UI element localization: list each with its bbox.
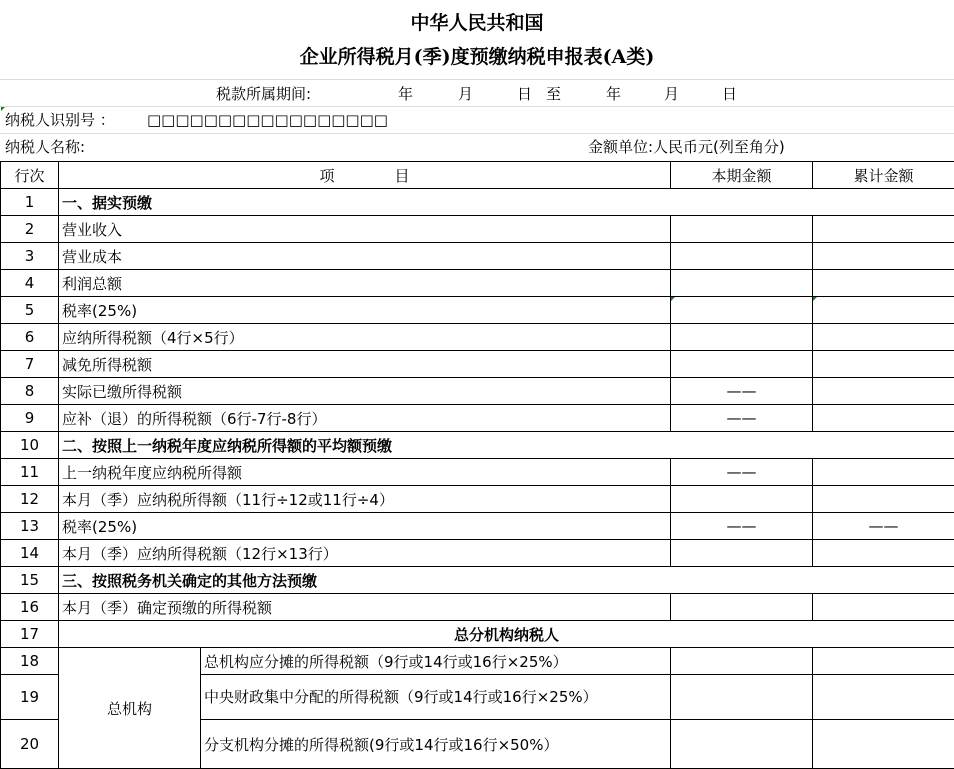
current-amount-cell[interactable] bbox=[671, 648, 813, 675]
table-row bbox=[1, 486, 954, 513]
cell-note-marker bbox=[813, 297, 817, 301]
row-number: 16 bbox=[1, 594, 59, 621]
cumulative-amount-cell[interactable] bbox=[813, 378, 954, 405]
current-amount-cell[interactable] bbox=[671, 297, 813, 324]
gridline bbox=[0, 106, 954, 107]
row-item: 税率(25%) bbox=[59, 297, 671, 324]
cumulative-amount-cell: —— bbox=[813, 513, 954, 540]
table-row bbox=[1, 243, 954, 270]
cumulative-amount-cell[interactable] bbox=[813, 324, 954, 351]
table-row bbox=[1, 189, 954, 216]
section-heading: 三、按照税务机关确定的其他方法预缴 bbox=[59, 567, 954, 594]
row-number: 4 bbox=[1, 270, 59, 297]
current-amount-cell: —— bbox=[671, 513, 813, 540]
table-header-row bbox=[1, 162, 954, 189]
table-row bbox=[1, 594, 954, 621]
cumulative-amount-cell[interactable] bbox=[813, 270, 954, 297]
cumulative-amount-cell[interactable] bbox=[813, 351, 954, 378]
table-row bbox=[1, 378, 954, 405]
cumulative-amount-cell[interactable] bbox=[813, 540, 954, 567]
period-start-month[interactable]: 月 bbox=[458, 82, 473, 106]
row-item: 营业收入 bbox=[59, 216, 671, 243]
amount-unit-label: 金额单位:人民币元(列至角分) bbox=[588, 135, 785, 159]
section-heading: 二、按照上一纳税年度应纳税所得额的平均额预缴 bbox=[59, 432, 954, 459]
row-item: 上一纳税年度应纳税所得额 bbox=[59, 459, 671, 486]
cell-note-marker bbox=[671, 297, 675, 301]
row-number: 15 bbox=[1, 567, 59, 594]
row-number: 7 bbox=[1, 351, 59, 378]
row-item: 中央财政集中分配的所得税额（9行或14行或16行×25%） bbox=[201, 675, 671, 720]
cumulative-amount-cell[interactable] bbox=[813, 405, 954, 432]
table-row bbox=[1, 513, 954, 540]
row-number: 11 bbox=[1, 459, 59, 486]
current-amount-cell[interactable] bbox=[671, 720, 813, 769]
row-number: 14 bbox=[1, 540, 59, 567]
table-row bbox=[1, 297, 954, 324]
table-row bbox=[1, 405, 954, 432]
cumulative-amount-cell[interactable] bbox=[813, 594, 954, 621]
row-number: 13 bbox=[1, 513, 59, 540]
section-heading: 总分机构纳税人 bbox=[59, 621, 954, 648]
current-amount-cell[interactable] bbox=[671, 540, 813, 567]
period-label: 税款所属期间: bbox=[216, 82, 311, 106]
row-number: 2 bbox=[1, 216, 59, 243]
table-row bbox=[1, 459, 954, 486]
header-cumulative-amount: 累计金额 bbox=[813, 162, 954, 189]
declaration-table bbox=[0, 161, 954, 769]
table-row bbox=[1, 621, 954, 648]
row-number: 10 bbox=[1, 432, 59, 459]
period-end-day[interactable]: 日 bbox=[722, 82, 737, 106]
gridline bbox=[0, 133, 954, 134]
current-amount-cell: —— bbox=[671, 459, 813, 486]
table-row bbox=[1, 540, 954, 567]
current-amount-cell[interactable] bbox=[671, 216, 813, 243]
row-item: 利润总额 bbox=[59, 270, 671, 297]
period-to: 至 bbox=[546, 82, 561, 106]
current-amount-cell[interactable] bbox=[671, 324, 813, 351]
table-row bbox=[1, 351, 954, 378]
row-number: 3 bbox=[1, 243, 59, 270]
taxpayer-id-label: 纳税人识别号 ： bbox=[5, 108, 115, 132]
section-heading: 一、据实预缴 bbox=[59, 189, 954, 216]
row-number: 19 bbox=[1, 675, 59, 720]
row-item: 税率(25%) bbox=[59, 513, 671, 540]
current-amount-cell[interactable] bbox=[671, 675, 813, 720]
header-row-no: 行次 bbox=[1, 162, 59, 189]
row-item: 本月（季）应纳所得税额（12行×13行） bbox=[59, 540, 671, 567]
row-item: 应纳所得税额（4行×5行） bbox=[59, 324, 671, 351]
period-start-day[interactable]: 日 bbox=[517, 82, 532, 106]
row-number: 6 bbox=[1, 324, 59, 351]
row-item: 实际已缴所得税额 bbox=[59, 378, 671, 405]
row-number: 9 bbox=[1, 405, 59, 432]
row-item: 本月（季）应纳税所得额（11行÷12或11行÷4） bbox=[59, 486, 671, 513]
row-item: 分支机构分摊的所得税额(9行或14行或16行×50%） bbox=[201, 720, 671, 769]
row-item: 应补（退）的所得税额（6行-7行-8行） bbox=[59, 405, 671, 432]
current-amount-cell[interactable] bbox=[671, 243, 813, 270]
cumulative-amount-cell[interactable] bbox=[813, 243, 954, 270]
row-number: 18 bbox=[1, 648, 59, 675]
cumulative-amount-cell[interactable] bbox=[813, 720, 954, 769]
row-number: 12 bbox=[1, 486, 59, 513]
row-number: 1 bbox=[1, 189, 59, 216]
row-number: 8 bbox=[1, 378, 59, 405]
period-start-year[interactable]: 年 bbox=[398, 82, 413, 106]
row-item: 本月（季）确定预缴的所得税额 bbox=[59, 594, 671, 621]
current-amount-cell[interactable] bbox=[671, 351, 813, 378]
table-row bbox=[1, 432, 954, 459]
current-amount-cell[interactable] bbox=[671, 270, 813, 297]
row-number: 5 bbox=[1, 297, 59, 324]
gridline bbox=[0, 79, 954, 80]
report-title-line2: 企业所得税月(季)度预缴纳税申报表(A类) bbox=[0, 45, 954, 69]
report-title-line1: 中华人民共和国 bbox=[0, 11, 954, 35]
table-row bbox=[1, 216, 954, 243]
cumulative-amount-cell[interactable] bbox=[813, 675, 954, 720]
row-item: 营业成本 bbox=[59, 243, 671, 270]
header-current-amount: 本期金额 bbox=[671, 162, 813, 189]
period-end-month[interactable]: 月 bbox=[664, 82, 679, 106]
group-head-office: 总机构 bbox=[59, 648, 201, 769]
table-row bbox=[1, 270, 954, 297]
current-amount-cell[interactable] bbox=[671, 486, 813, 513]
period-end-year[interactable]: 年 bbox=[606, 82, 621, 106]
current-amount-cell: —— bbox=[671, 378, 813, 405]
table-row bbox=[1, 324, 954, 351]
taxpayer-id-boxes[interactable]: □□□□□□□□□□□□□□□□□ bbox=[147, 108, 388, 132]
row-number: 17 bbox=[1, 621, 59, 648]
current-amount-cell[interactable] bbox=[671, 594, 813, 621]
cumulative-amount-cell[interactable] bbox=[813, 459, 954, 486]
header-item: 项 目 bbox=[59, 162, 671, 189]
cumulative-amount-cell[interactable] bbox=[813, 648, 954, 675]
current-amount-cell: —— bbox=[671, 405, 813, 432]
table-row bbox=[1, 648, 954, 675]
cumulative-amount-cell[interactable] bbox=[813, 486, 954, 513]
taxpayer-name-label: 纳税人名称: bbox=[5, 135, 85, 159]
row-item: 总机构应分摊的所得税额（9行或14行或16行×25%） bbox=[201, 648, 671, 675]
table-row bbox=[1, 567, 954, 594]
row-item: 减免所得税额 bbox=[59, 351, 671, 378]
cumulative-amount-cell[interactable] bbox=[813, 216, 954, 243]
cumulative-amount-cell[interactable] bbox=[813, 297, 954, 324]
row-number: 20 bbox=[1, 720, 59, 769]
